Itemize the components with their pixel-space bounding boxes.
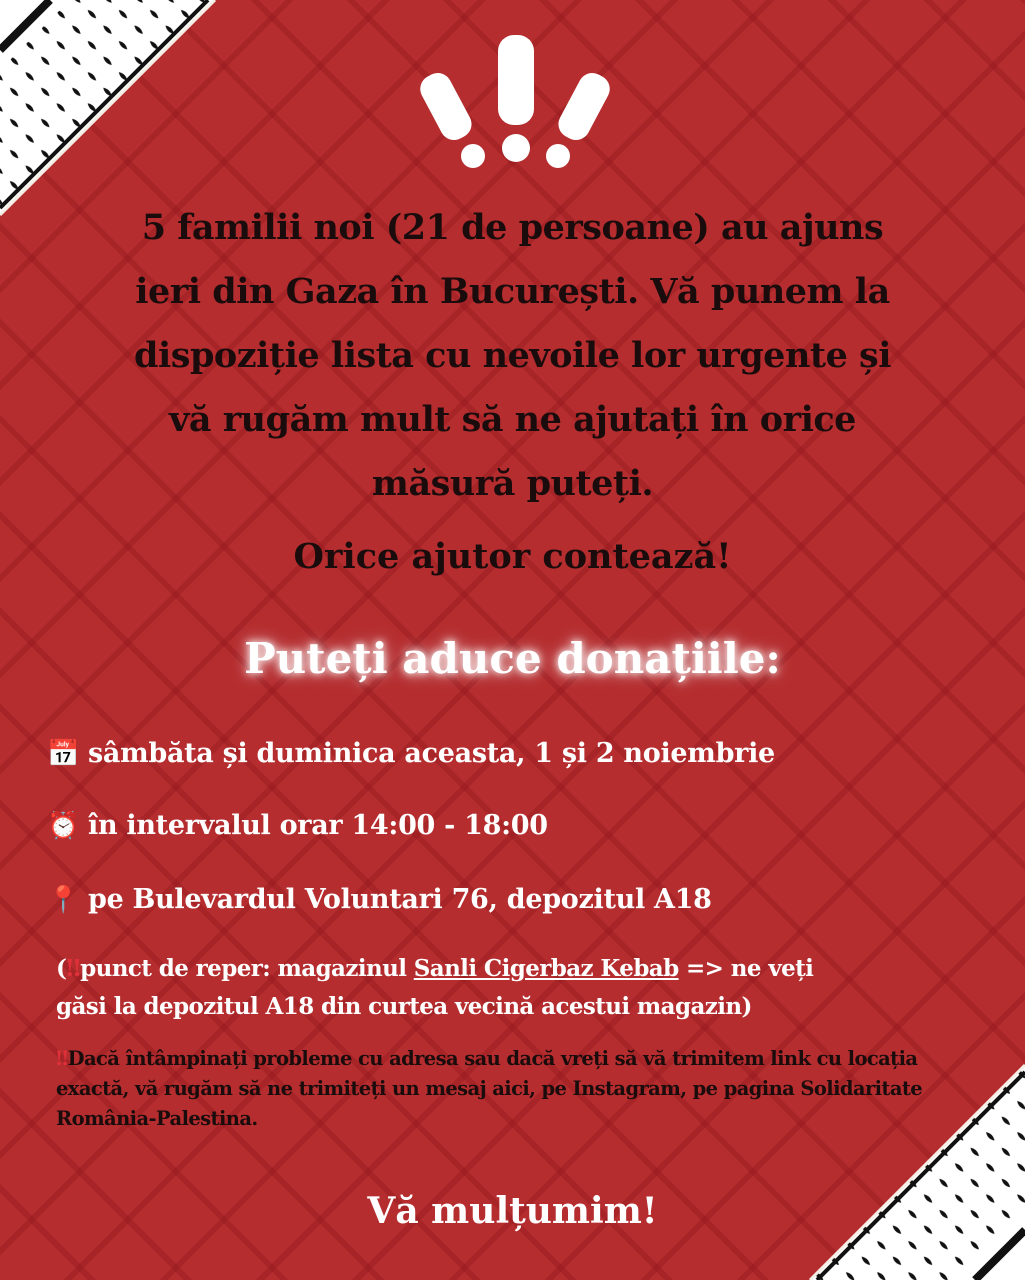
warning-text: Dacă întâmpinați probleme cu adresa sau dacă vreți să vă trimitem link cu locația exactă, vă rugăm să ne trimiteți un mesaj aici, pe Instagram, pe pagina Solidaritate România-Palestina.: [56, 1047, 923, 1130]
detail-text: sâmbăta și duminica aceasta, 1 și 2 noiembrie: [88, 738, 775, 769]
headline-line: dispoziție lista cu nevoile lor urgente și: [133, 335, 892, 376]
calendar-icon: 📅: [46, 738, 80, 769]
landmark-note: [56, 950, 976, 1026]
thanks: Vă mulțumim!: [367, 1190, 658, 1232]
subheadline: Orice ajutor contează!: [293, 536, 732, 577]
headline: [40, 196, 985, 516]
headline-line: 5 familii noi (21 de persoane) au ajuns: [141, 207, 884, 248]
landmark-suffix: => ne veți: [678, 955, 814, 982]
keffiyeh-corner-top-left: [0, 0, 220, 220]
detail-text: pe Bulevardul Voluntari 76, depozitul A18: [88, 884, 712, 915]
headline-line: vă rugăm mult să ne ajutați în orice: [169, 399, 856, 440]
alarm-clock-icon: ⏰: [46, 810, 80, 841]
detail-time: [46, 810, 548, 841]
detail-text: în intervalul orar 14:00 - 18:00: [88, 810, 548, 841]
donations-title: Puteți aduce donațiile:: [244, 634, 781, 683]
exclamation-icon: [410, 30, 620, 170]
warning-note: [56, 1044, 976, 1134]
headline-line: măsură puteți.: [371, 463, 654, 504]
headline-line: ieri din Gaza în București. Vă punem la: [135, 271, 890, 312]
double-exclamation-icon: ‼: [56, 1047, 68, 1070]
paren: (: [56, 955, 67, 982]
detail-address: [46, 884, 712, 915]
landmark-prefix: punct de reper: magazinul: [80, 955, 414, 982]
shop-name: Sanli Cigerbaz Kebab: [413, 955, 679, 982]
double-exclamation-icon: ‼: [66, 955, 81, 982]
detail-date: [46, 738, 775, 769]
pin-icon: 📍: [46, 884, 80, 915]
landmark-line2: găsi la depozitul A18 din curtea vecină acestui magazin): [56, 993, 752, 1020]
